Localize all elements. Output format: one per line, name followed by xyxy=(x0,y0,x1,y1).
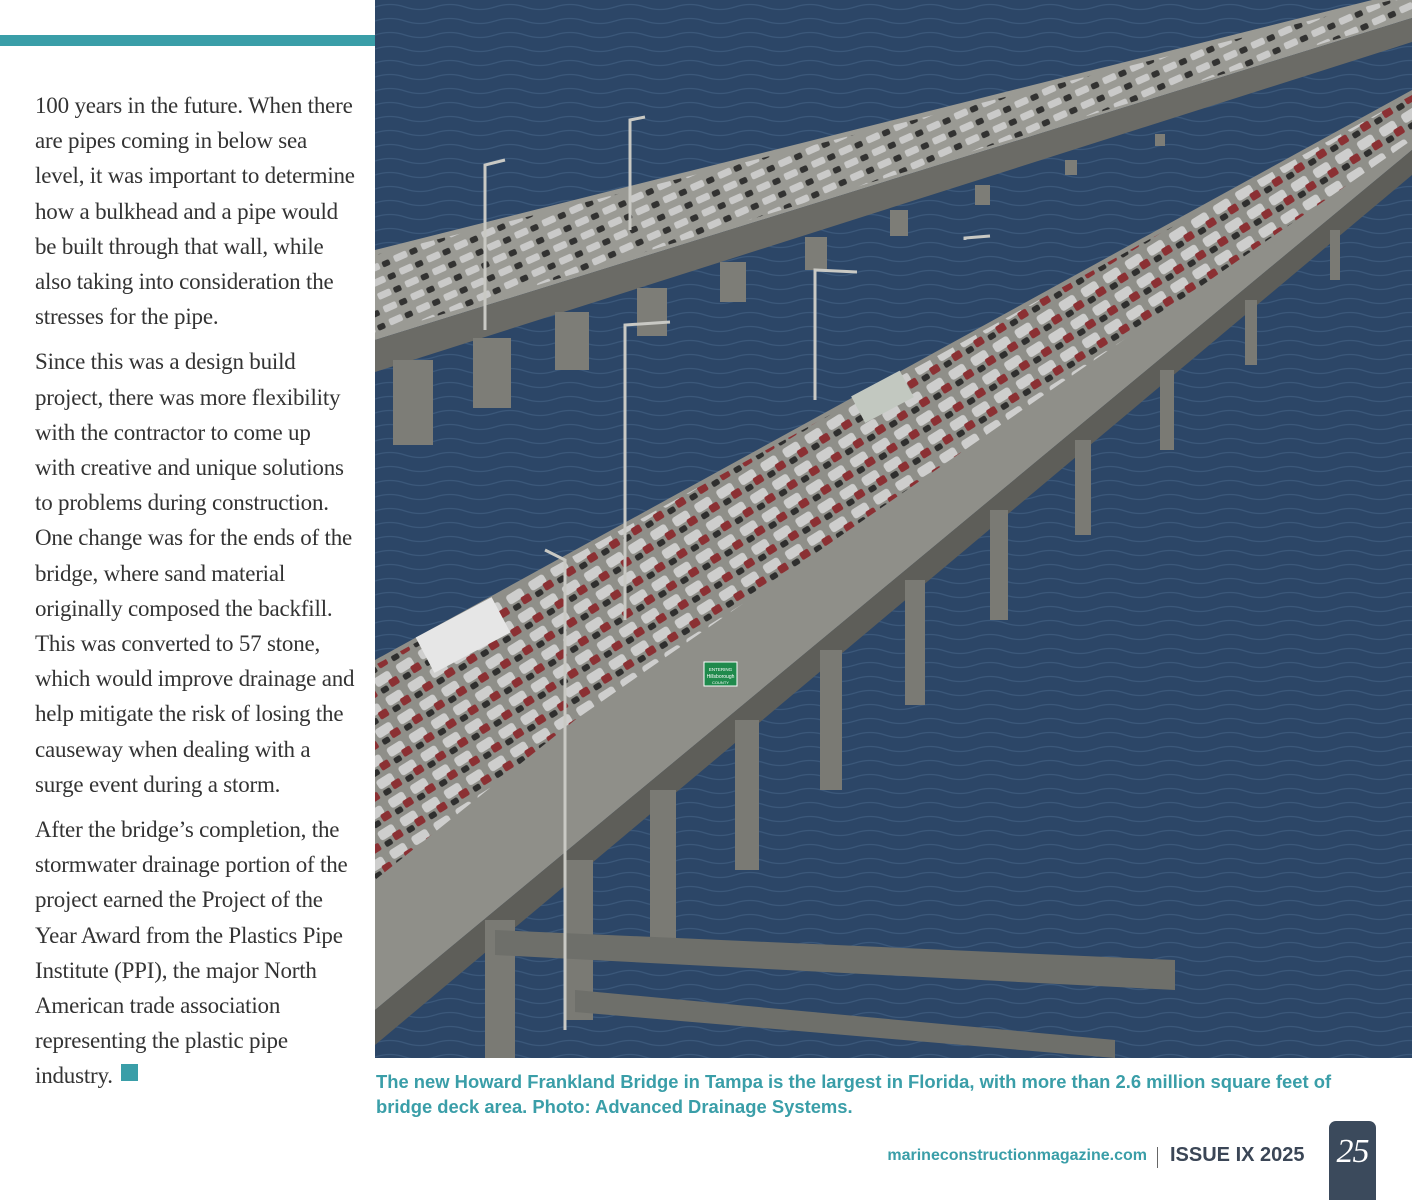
article-paragraph-3-text: After the bridge’s completion, the stormwater drainage portion of the project earned the Project of the Year Award from the Plastics Pipe Institute (PPI), the major North American trade association representing the plastic pipe industry. xyxy=(35,817,348,1089)
photo-caption: The new Howard Frankland Bridge in Tampa is the largest in Florida, with more than 2.6 million square feet of bridge deck area. Photo: Advanced Drainage Systems. xyxy=(376,1071,1332,1117)
top-accent-rule xyxy=(0,35,375,46)
article-paragraph-2: Since this was a design build project, there was more flexibility with the contractor to come up with creative and unique solutions to problems during construction. One change was for the ends of the bridge, where sand material originally composed the backfill. This was converted to 57 stone, which would improve drainage and help mitigate the risk of losing the causeway when dealing with a surge event during a storm. xyxy=(35,349,355,797)
footer-website-link[interactable]: marineconstructionmagazine.com xyxy=(887,1147,1147,1164)
footer-issue-label: ISSUE IX 2025 xyxy=(1170,1144,1305,1166)
article-paragraph-1: 100 years in the future. When there are pipes coming in below sea level, it was important to determine how a bulkhead and a pipe would be built through that wall, while also taking into consideration the stresses for the pipe. xyxy=(35,93,355,330)
article-column xyxy=(35,88,355,1104)
article-paragraph-3 xyxy=(35,812,355,1094)
end-of-article-square-icon xyxy=(121,1064,138,1081)
county-sign-text: ENTERING xyxy=(708,667,733,672)
bridge-photo xyxy=(375,0,1412,1058)
page-number-tab xyxy=(1329,1121,1376,1200)
bridge-photo-illustration xyxy=(375,0,1412,1058)
svg-text:Hillsborough: Hillsborough xyxy=(706,674,735,680)
svg-text:COUNTY: COUNTY xyxy=(712,680,729,685)
footer-separator xyxy=(1157,1147,1158,1168)
page-number: 25 xyxy=(1336,1133,1369,1170)
